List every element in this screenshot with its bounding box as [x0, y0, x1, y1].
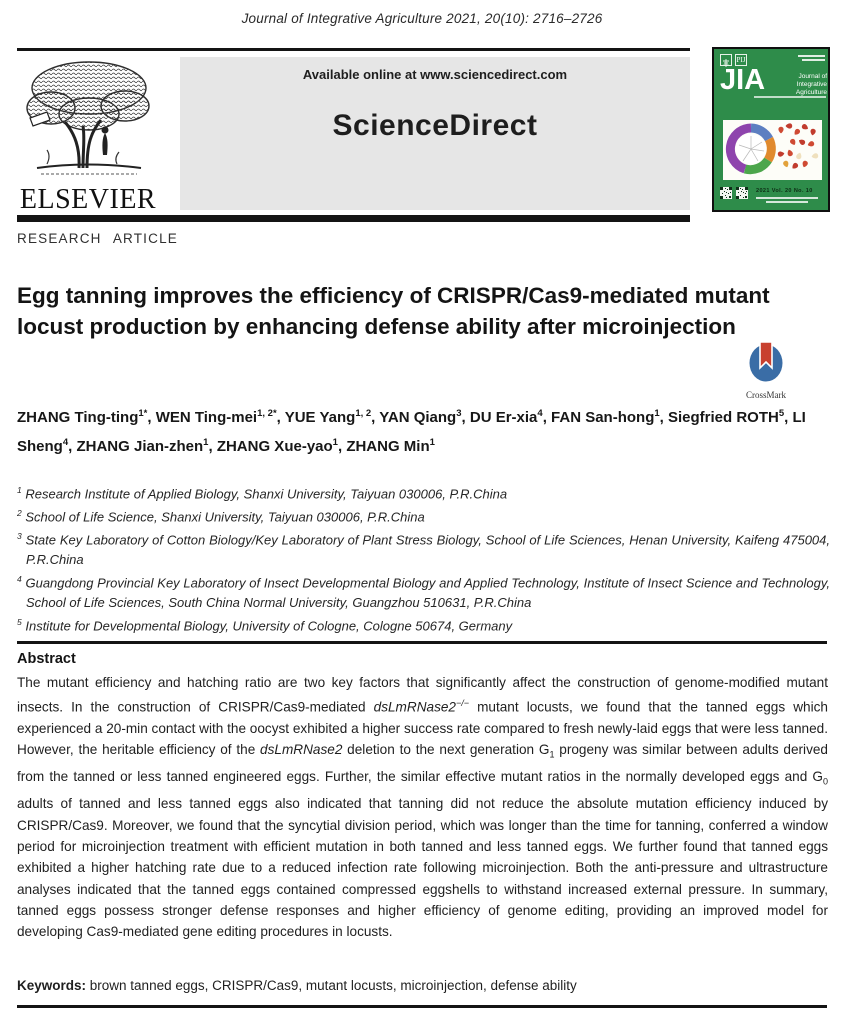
author-superscript: 1 — [429, 436, 435, 448]
available-online-text[interactable]: Available online at www.sciencedirect.com — [302, 67, 568, 82]
author-name: FAN San-hong — [551, 409, 655, 426]
abstract-heading: Abstract — [17, 651, 76, 667]
crossmark-icon — [746, 340, 786, 384]
author-superscript: 1 — [332, 436, 338, 448]
author-name: LI Sheng — [17, 409, 806, 455]
article-type-label: RESEARCH ARTICLE — [17, 231, 178, 246]
abstract-run: mutant locusts, we found that the tanned eggs which experienced a 20-min contact with the oocyst exhibited a higher success rate compared to fresh newly-laid eggs that were less tanned. However, the heritable efficiency of the — [17, 699, 828, 758]
abstract-run: −/− — [456, 698, 470, 709]
author-name: ZHANG Min — [346, 437, 430, 455]
cover-jia-wordmark: JIA — [720, 64, 766, 96]
abstract-run: 0 — [822, 777, 828, 788]
abstract-run: progeny was similar between adults derived from the tanned or less tanned engineered eggs. Further, the similar effective mutant ratios in the normally developed eggs and G — [17, 742, 828, 785]
elsevier-tree-icon — [17, 56, 159, 182]
author-name: YAN Qiang — [379, 409, 457, 426]
keywords-label: Keywords: — [17, 978, 87, 993]
author-superscript: 4 — [537, 408, 543, 419]
cover-journal-name: Journal of Integrative Agriculture — [795, 73, 827, 96]
author-list: ZHANG Ting-ting$^{1*}$, WEN Ting-mei$^{1, 2*}$, YUE Yang$^{1, 2}$, YAN Qiang$^3$, DU Er-xia$^4$, FAN San-hong$^1$, Siegfried ROTH$^5$, LI Sheng$^4$, ZHANG Jian-zhen$^1$, ZHANG Xue-yao$^1$, ZHANG Min$^1$ — [17, 408, 806, 455]
affiliation-item — [17, 504, 830, 527]
header-rule-bottom — [17, 215, 690, 222]
pij-logo: PIJ — [736, 56, 746, 64]
abstract-run: 1 — [549, 750, 555, 761]
affiliation-text: School of Life Science, Shanxi University, Taiyuan 030006, P.R.China — [21, 509, 425, 525]
cover-figure-panel — [723, 120, 822, 180]
author-superscript: 5 — [778, 408, 785, 419]
author-superscript: 1 — [203, 436, 209, 448]
qr-code-icon — [720, 186, 732, 198]
strawberries — [777, 123, 818, 170]
author-superscript: 1 — [654, 408, 660, 419]
affiliation-item — [17, 527, 830, 570]
affiliation-item — [17, 481, 830, 504]
sciencedirect-logo[interactable]: ScienceDirect — [332, 109, 538, 142]
cover-url-bar — [766, 201, 808, 203]
affiliation-number: 3 — [17, 531, 22, 542]
keywords-text: brown tanned eggs, CRISPR/Cas9, mutant locusts, microinjection, defense ability — [86, 978, 577, 993]
issn-text-bar — [798, 55, 825, 57]
issn-text-bar — [802, 59, 825, 61]
journal-citation: Journal of Integrative Agriculture 2021, 20(10): 2716–2726 — [241, 11, 603, 26]
article-title: Egg tanning improves the efficiency of CRISPR/Cas9-mediated mutant locust production by enhancing defense ability after microinjection — [17, 283, 770, 339]
author-name: Siegfried ROTH — [668, 409, 779, 426]
abstract-rule — [17, 641, 827, 644]
author-name: WEN Ting-mei — [155, 409, 258, 426]
cover-figure — [723, 120, 822, 180]
sciencedirect-banner — [180, 57, 690, 210]
journal-cover[interactable] — [712, 47, 830, 212]
cover-issue-text: 2021 Vol. 20 No. 10 — [756, 188, 813, 194]
abstract-run: dsLmRNase2 — [373, 699, 456, 715]
affiliation-text: Research Institute of Applied Biology, Shanxi University, Taiyuan 030006, P.R.China — [21, 486, 508, 502]
author-name: ZHANG Xue-yao — [216, 437, 333, 455]
keywords-line — [17, 978, 828, 993]
affiliation-text: Guangdong Provincial Key Laboratory of Insect Developmental Biology and Applied Technology, Institute of Insect Science and Technology, School of Life Sciences, South China Normal University, Guangzhou 510631, P.R.China — [21, 575, 830, 611]
elsevier-wordmark: ELSEVIER — [19, 184, 157, 215]
crossmark-label: CrossMark — [746, 390, 786, 400]
author-superscript: 1, 2* — [257, 408, 277, 419]
abstract-text — [17, 672, 828, 943]
abstract-run: deletion to the next generation G — [342, 742, 550, 758]
affiliation-item — [17, 570, 830, 613]
affiliation-number: 4 — [17, 574, 22, 585]
crossmark-badge[interactable] — [739, 340, 793, 400]
cover-subtitle-bar — [754, 96, 826, 98]
abstract-run: dsLmRNase2 — [260, 742, 343, 758]
author-name: ZHANG Jian-zhen — [76, 437, 204, 455]
affiliation-number: 1 — [17, 485, 22, 495]
affiliation-number: 5 — [17, 617, 22, 628]
affiliation-text: Institute for Developmental Biology, University of Cologne, Cologne 50674, Germany — [21, 618, 513, 634]
abstract-run: adults of tanned and less tanned eggs also indicated that tanning did not reduce the absolute mutation efficiency induced by CRISPR/Cas9. Moreover, we found that the syncytial division period, which was longer than the time for tanning, conferred a window period for microinjection treatment with efficient mutation in both tanned and less tanned eggs. We further found that tanned eggs exhibited a higher hatching rate due to a reduced infection rate following microinjection. Both the anti-pressure and ultrastructure analyses indicated that the tanned eggs contained compressed eggshells to withstand increased external pressure. In summary, tanned eggs possess stronger defense responses and higher efficiency of genome editing, providing an improved model for developing Cas9-mediated gene editing procedures in locusts. — [17, 796, 828, 940]
elsevier-logo[interactable] — [17, 56, 159, 215]
author-name: ZHANG Ting-ting — [17, 409, 139, 426]
header-rule-top — [17, 48, 690, 51]
abstract-run: The mutant efficiency and hatching ratio are two key factors that significantly affect the construction of genome-modified mutant insects. In the construction of CRISPR/Cas9-mediated — [17, 675, 828, 715]
author-superscript: 1, 2 — [355, 408, 372, 419]
author-superscript: 3 — [456, 408, 462, 419]
author-name: DU Er-xia — [469, 409, 538, 426]
affiliation-number: 2 — [17, 508, 22, 519]
author-name: YUE Yang — [284, 409, 356, 426]
cover-url-bar — [756, 197, 818, 199]
footer-rule — [17, 1005, 827, 1008]
author-superscript: 4 — [62, 436, 69, 448]
qr-code-icon — [736, 186, 748, 198]
affiliation-text: State Key Laboratory of Cotton Biology/Key Laboratory of Plant Stress Biology, School of Life Sciences, Henan University, Kaifeng 475004, P.R.China — [21, 532, 830, 568]
affiliation-list — [17, 481, 830, 636]
affiliation-item — [17, 613, 830, 636]
author-superscript: 1* — [138, 408, 148, 419]
